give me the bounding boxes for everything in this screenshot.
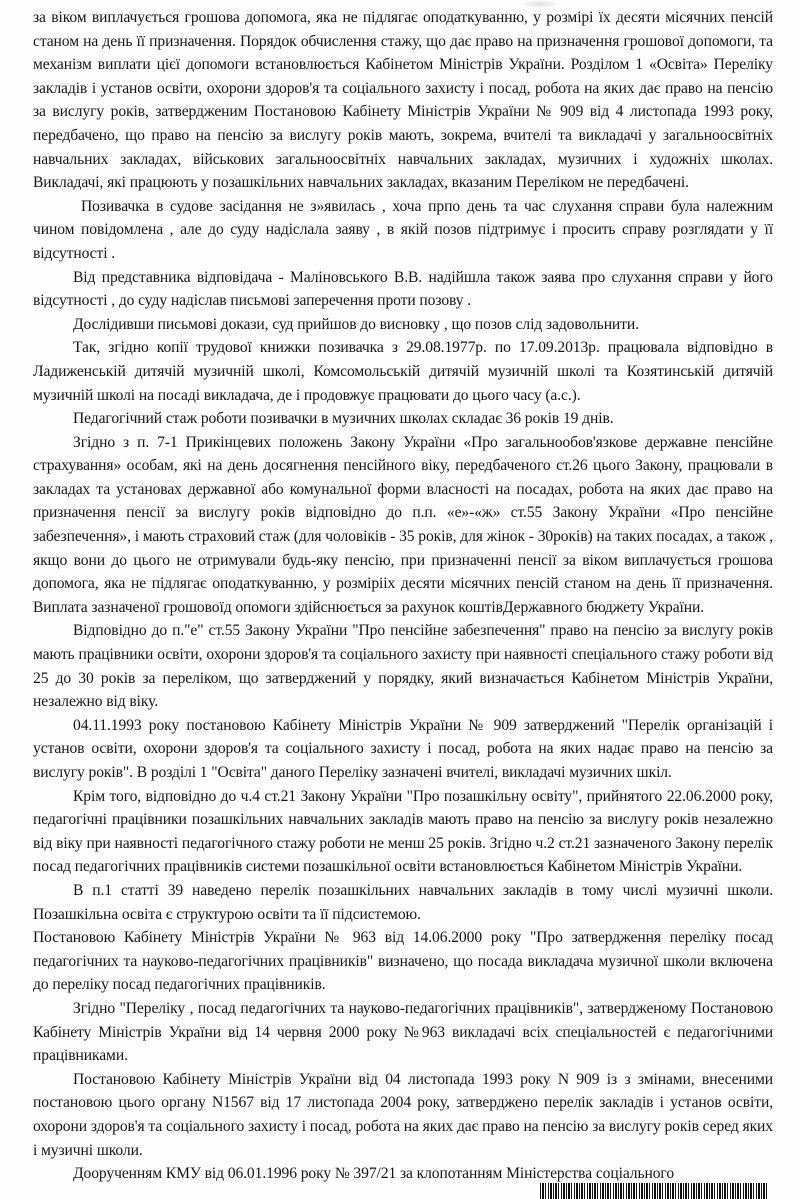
paragraph: Позивачка в судове засідання не з»явилась , хоча прпо день та час слухання справи була належним чином повідомлена , але до суду надіслала заяву , в якій позов підтримує і просить справу розглядати у її відсутності . bbox=[33, 197, 773, 262]
paragraph: Крім того, відповідно до ч.4 ст.21 Закону України "Про позашкільну освіту", прийнятого 22.06.2000 року, педагогічні працівники позашкільних навчальних закладів мають право на пенсію за вислугу років незалежно від віку при наявності педагогічного стажу роботи не менш 25 років. Згідно ч.2 ст.21 зазначеного Закону перелік посад педагогічних працівників системи позашкільної освіти встановлюється Кабінетом Міністрів України. bbox=[33, 787, 773, 876]
document-body bbox=[33, 6, 773, 1186]
paragraph: Доорученням КМУ від 06.01.1996 року № 397/21 за клопотанням Міністерства соціального bbox=[73, 1165, 675, 1183]
paragraph: за віком виплачується грошова допомога, яка не підлягає оподаткуванню, у розмірі їх десяти місячних пенсій станом на день її призначення. Порядок обчислення стажу, що дає право на призначення грошової допомоги, та механізм виплати цієї допомоги встановлюється Кабінетом Міністрів України. Розділом 1 «Освіта» Переліку закладів і установ освіти, охорони здоров'я та соціального захисту і посад, робота на яких дає право на пенсію за вислугу років, затвердженим Постановою Кабінету Міністрів України № 909 від 4 листопада 1993 року, передбачено, що право на пенсію за вислугу років мають, зокрема, вчителі та викладачі у загальноосвітніх навчальних закладах, військових загальноосвітніх навчальних закладах, музичних і художніх школах. Викладачі, які працюють у позашкільних навчальних закладах, вказаним Переліком не передбачені. bbox=[33, 9, 773, 192]
paragraph: Дослідивши письмові докази, суд прийшов до висновку , що позов слід задовольнити. bbox=[73, 315, 639, 333]
paragraph: Педагогічний стаж роботи позивачки в музичних школах складає 36 років 19 днів. bbox=[73, 410, 614, 428]
paragraph: 04.11.1993 року постановою Кабінету Міністрів України № 909 затверджений "Перелік організацій і установ освіти, охорони здоров'я та соціального захисту і посад, робота на яких надає право на пенсію за вислугу років". В розділі 1 "Освіта" даного Переліку зазначені вчителі, викладачі музичних шкіл. bbox=[33, 716, 773, 781]
barcode bbox=[540, 1183, 768, 1199]
paragraph: Так, згідно копії трудової книжки позивачка з 29.08.1977р. по 17.09.2013р. працювала відповідно в Ладиженській дитячій музичній школі, Комсомольській дитячій музичній школі та Козятинській дитячій музичній школі на посаді викладача, де і продовжує працювати до цього часу (а.с.). bbox=[33, 339, 773, 404]
paragraph: Відповідно до п."е" ст.55 Закону України "Про пенсійне забезпечення" право на пенсію за вислугу років мають працівники освіти, охорони здоров'я та соціального захисту при наявності спеціального стажу роботи від 25 до 30 років за переліком, що затверджений у порядку, який визначається Кабінетом Міністрів України, незалежно від віку. bbox=[33, 622, 773, 711]
paragraph: Згідно з п. 7-1 Прикінцевих положень Закону України «Про загальнообов'язкове державне пенсійне страхування» особам, які на день досягнення пенсійного віку, передбаченого ст.26 цього Закону, працювали в закладах та установах державної або комунальної форми власності на посадах, робота на яких дає право на призначення пенсії за вислугу років відповідно до п.п. «е»-«ж» ст.55 Закону України «Про пенсійне забезпечення», і мають страховий стаж (для чоловіків - 35 років, для жінок - 30років) на таких посадах, а також , якщо вони до цього не отримували будь-яку пенсію, при призначенні пенсії за віком виплачується грошова допомога, яка не підлягає оподаткуванню, у розмірііх десяти місячних пенсій станом на день її призначення. Виплата зазначеної грошовоїд опомоги здійснюється за рахунок коштівДержавного бюджету України. bbox=[33, 433, 773, 616]
paragraph: Згідно "Переліку , посад педагогічних та науково-педагогічних працівників", затвердженому Постановою Кабінету Міністрів України від 14 червня 2000 року №963 викладачі всіх спеціальностей є педагогічними працівниками. bbox=[33, 999, 773, 1065]
paragraph: В п.1 статті 39 наведено перелік позашкільних навчальних закладів в тому числі музичні школи. Позашкільна освіта є структурою освіти та її підсистемою. bbox=[33, 881, 773, 923]
paragraph: Постановою Кабінету Міністрів України № 963 від 14.06.2000 року "Про затвердження переліку посад педагогічних та науково-педагогічних працівників" визначено, що посада викладача музичної школи включена до переліку посад педагогічних працівників. bbox=[33, 929, 773, 994]
paragraph: Від представника відповідача - Маліновського В.В. надійшла також заява про слухання справи у його відсутності , до суду надіслав письмові заперечення проти позову . bbox=[33, 268, 773, 310]
paragraph: Постановою Кабінету Міністрів України від 04 листопада 1993 року N 909 із з змінами, внесеними постановою цього органу N1567 від 17 листопада 2004 року, затверджено перелік закладів і установ освіти, охорони здоров'я та соціального захисту і посад, робота на яких дає право на пенсію за вислугу років серед яких і музичні школи. bbox=[33, 1070, 773, 1159]
